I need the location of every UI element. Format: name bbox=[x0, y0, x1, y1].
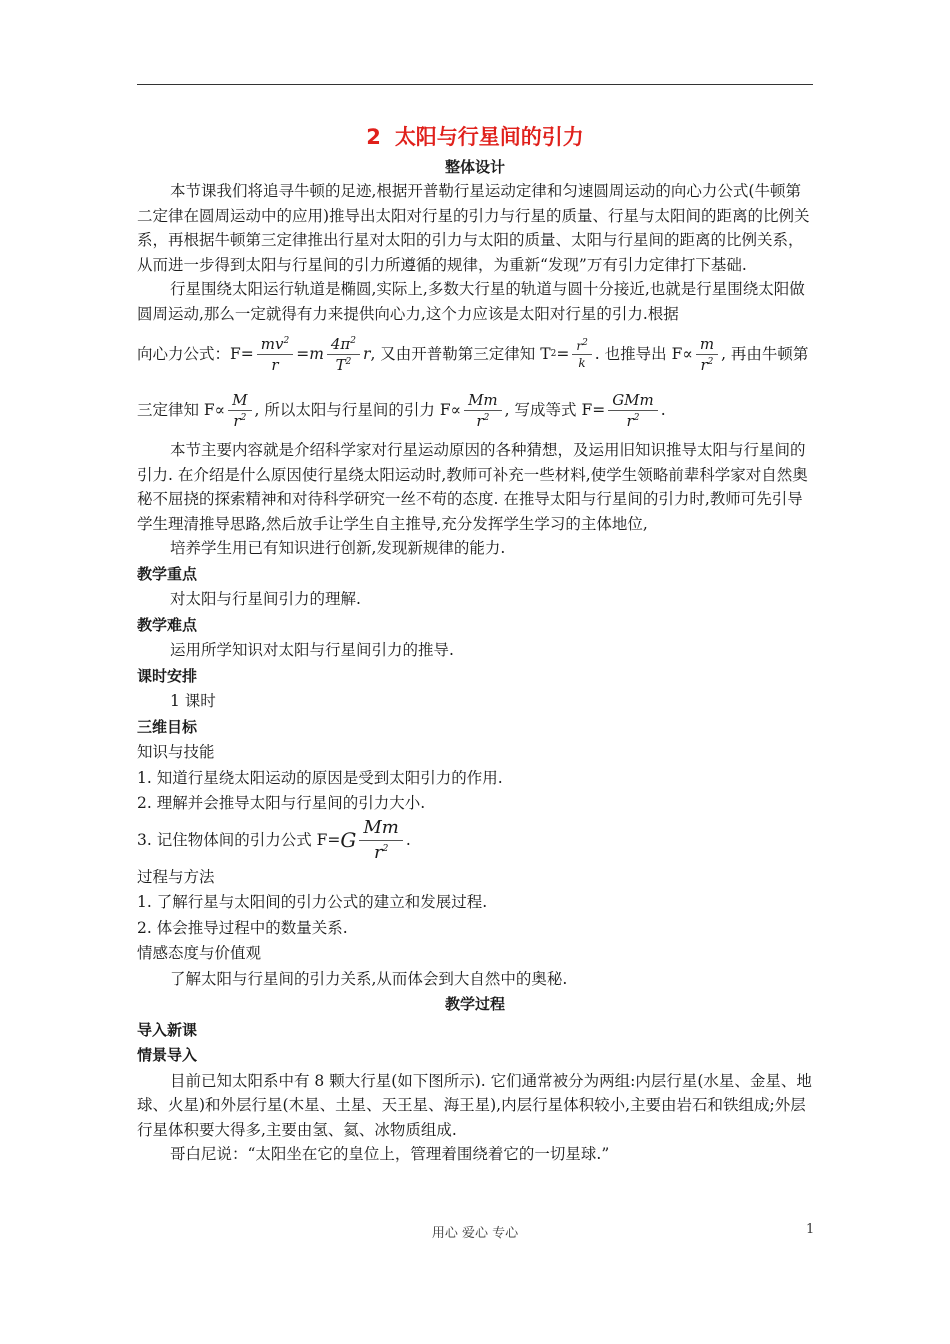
num-4pi: 4π bbox=[330, 334, 351, 353]
equals-sign: = bbox=[296, 344, 310, 363]
page-number: 1 bbox=[806, 1222, 815, 1237]
difficulty-text: 运用所学知识对太阳与行星间引力的推导. bbox=[170, 641, 454, 659]
den-T: T bbox=[335, 355, 346, 374]
page-footer: 用心 爱心 专心 bbox=[431, 1226, 519, 1241]
header-rule bbox=[137, 84, 813, 85]
formula1-mid: , 又由开普勒第三定律知 T bbox=[370, 344, 551, 363]
formula-line-1: 向心力公式：F= $\frac{mv^2}{r}$ = m $\frac{4\pi^2}{T^2}$ r , 又由开普勒第三定律知 T 2 = $\frac{r^2}{k}$ . 也推导出 F∝ $\frac{m}{r^2}$ , 再由牛顿第 bbox=[137, 334, 809, 374]
goal1-item3-end: . bbox=[405, 831, 411, 850]
formula2-end: . bbox=[660, 400, 666, 419]
paragraph-orbit: 行星围绕太阳运行轨道是椭圆,实际上,多数大行星的轨道与圆十分接近,也就是行星围绕太阳做圆周运动,那么一定就得有力来提供向心力,这个力应该是太阳对行星的引力.根据 bbox=[137, 280, 805, 323]
document-body bbox=[137, 121, 813, 1168]
key-points-text: 对太阳与行星间引力的理解. bbox=[170, 590, 361, 608]
var-G: G bbox=[340, 828, 357, 853]
heading-key-points: 教学重点 bbox=[137, 564, 198, 583]
fraction-4pi2-over-T2: $\frac{4\pi^2}{T^2}$ bbox=[327, 334, 360, 375]
heading-schedule: 课时安排 bbox=[137, 666, 198, 685]
paragraph-planets: 目前已知太阳系中有 8 颗大行星(如下图所示). 它们通常被分为两组:内层行星(水星、金星、地球、火星)和外层行星(木星、土星、天王星、海王星),内层行星体积较小,主要由岩石和铁组成;外层行星体积要大得多,主要由氢、氦、冰物质组成. bbox=[137, 1071, 812, 1139]
goal2-title: 过程与方法 bbox=[137, 867, 215, 886]
goal3-text: 了解太阳与行星间的引力关系,从而体会到大自然中的奥秘. bbox=[170, 969, 568, 988]
formula2-mid: , 所以太阳与行星间的引力 F∝ bbox=[254, 400, 462, 419]
goal1-item-3 bbox=[137, 817, 813, 865]
goal3-title: 情感态度与价值观 bbox=[137, 944, 262, 962]
formula-line-2 bbox=[137, 382, 813, 438]
section-title-text: 太阳与行星间的引力 bbox=[394, 125, 584, 149]
goal1-item3-lead: 3. 记住物体间的引力公式 F= bbox=[137, 831, 341, 850]
paragraph-intro: 本节课我们将追寻牛顿的足迹,根据开普勒行星运动定律和匀速圆周运动的向心力公式(牛顿第二定律在圆周运动中的应用)推导出太阳对行星的引力与行星的质量、行星与太阳间的距离的比例关系，再根据牛顿第三定律推出行星对太阳的引力与太阳的质量、太阳与行星间的距离的比例关系，从而进一步得到太阳与行星间的引力所遵循的规律，为重新“发现”万有引力定律打下基础. bbox=[137, 182, 810, 274]
den-r: r bbox=[271, 355, 279, 374]
formula1-lead: 向心力公式：F= bbox=[137, 344, 254, 363]
formula1-end: , 再由牛顿第 bbox=[721, 344, 809, 363]
heading-goals: 三维目标 bbox=[137, 717, 198, 736]
heading-difficulty: 教学难点 bbox=[137, 615, 198, 634]
paragraph-copernicus: 哥白尼说：“太阳坐在它的皇位上，管理着围绕着它的一切星球.” bbox=[170, 1145, 610, 1163]
fraction-Mm-over-r2: $\frac{Mm}{r^2}$ bbox=[464, 390, 502, 431]
var-r: r bbox=[363, 344, 371, 363]
fraction-M-over-r2: $\frac{M}{r^2}$ bbox=[228, 390, 251, 431]
overall-design-heading: 整体设计 bbox=[444, 158, 505, 176]
paragraph-content: 本节主要内容就是介绍科学家对行星运动原因的各种猜想，及运用旧知识推导太阳与行星间的引力. 在介绍是什么原因使行星绕太阳运动时,教师可补充一些材料,使学生领略前辈科学家对自然奥秘不屈挠的探索精神和对待科学研究一丝不苟的态度. 在推导太阳与行星间的引力时,教师可先引导学生理清推导思路,然后放手让学生自主推导,充分发挥学生学习的主体地位, bbox=[137, 441, 808, 533]
schedule-text: 1 课时 bbox=[170, 692, 216, 710]
goal1-item-1: 1. 知道行星绕太阳运动的原因是受到太阳引力的作用. bbox=[137, 768, 503, 787]
process-heading: 教学过程 bbox=[444, 995, 505, 1013]
goal1-title: 知识与技能 bbox=[137, 743, 215, 761]
var-m: m bbox=[309, 344, 324, 363]
fraction-Mm-over-r2-large: $\frac{Mm}{r^2}$ bbox=[359, 816, 403, 865]
section-title bbox=[137, 121, 813, 153]
sup-2: 2 bbox=[283, 335, 290, 346]
goal2-item-2: 2. 体会推导过程中的数量关系. bbox=[137, 918, 348, 937]
den-k: k bbox=[578, 355, 586, 370]
fraction-r3-over-k: $\frac{r^2}{k}$ bbox=[572, 338, 591, 371]
goal1-item-2: 2. 理解并会推导太阳与行星间的引力大小. bbox=[137, 794, 426, 812]
section-number: 2 bbox=[366, 125, 381, 149]
num-mv: mv bbox=[260, 334, 284, 353]
fraction-m-over-r2: $\frac{m}{r^2}$ bbox=[696, 334, 718, 375]
paragraph-ability: 培养学生用已有知识进行创新,发现新规律的能力. bbox=[170, 539, 506, 557]
fraction-mv2-over-r bbox=[257, 334, 293, 375]
goal2-item-1: 1. 了解行星与太阳间的引力公式的建立和发展过程. bbox=[137, 893, 488, 911]
formula2-lead: 三定律知 F∝ bbox=[137, 400, 226, 419]
heading-scene: 情景导入 bbox=[137, 1046, 198, 1064]
fraction-GMm-over-r2: $\frac{\text{GMm}}{r^2}$ bbox=[608, 390, 658, 431]
formula2-mid2: , 写成等式 F= bbox=[504, 400, 606, 419]
formula1-after: . 也推导出 F∝ bbox=[594, 344, 693, 363]
heading-intro: 导入新课 bbox=[137, 1020, 198, 1039]
